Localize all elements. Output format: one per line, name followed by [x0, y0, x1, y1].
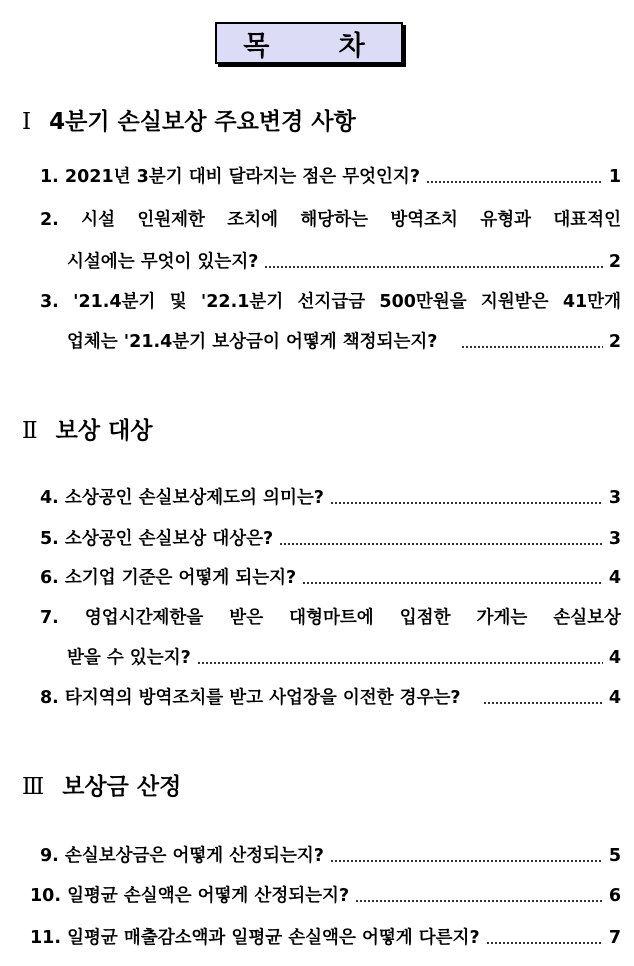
- word: 영업시간제한을: [84, 608, 204, 628]
- dot-leader: [483, 702, 603, 704]
- toc-entry-text: 받을 수 있는지?: [67, 648, 191, 668]
- word: 41만개: [562, 292, 621, 312]
- word: '22.1분기: [200, 292, 284, 312]
- dot-leader: [426, 181, 603, 183]
- page-number: 3: [608, 488, 621, 508]
- toc-entry-text: 8. 타지역의 방역조치를 받고 사업장을 이전한 경우는?: [40, 688, 461, 708]
- toc-entry-3[interactable]: [40, 292, 621, 312]
- dot-leader: [264, 266, 602, 268]
- toc-entry-text: [40, 292, 621, 312]
- toc-entry-text: 11. 일평균 매출감소액과 일평균 손실액은 어떻게 다른지?: [30, 928, 480, 948]
- dot-leader: [330, 502, 603, 504]
- word: 대표적인: [553, 210, 621, 230]
- toc-entry-text: [40, 608, 621, 628]
- word: 인원제한: [137, 210, 205, 230]
- page-number: 4: [608, 568, 621, 588]
- page-number: 5: [608, 846, 621, 866]
- section-heading-3: [22, 768, 181, 801]
- page-number: 2: [608, 332, 621, 352]
- word: 3.: [40, 292, 59, 312]
- word: 및: [169, 292, 187, 312]
- page-number: 4: [608, 688, 621, 708]
- toc-entry-8[interactable]: [40, 688, 621, 708]
- dot-leader: [302, 582, 603, 584]
- toc-entry-text: 업체는 '21.4분기 보상금이 어떻게 책정되는지?: [67, 332, 438, 352]
- word: 가게는: [476, 608, 528, 628]
- page-number: 4: [608, 648, 621, 668]
- word: 시설: [81, 210, 115, 230]
- toc-entry-10[interactable]: [30, 886, 621, 906]
- page-number: 6: [608, 886, 621, 906]
- toc-entry-11[interactable]: [30, 928, 621, 948]
- word: 지원받은: [480, 292, 549, 312]
- toc-title: 목 차: [215, 22, 403, 64]
- section-title: 보상 대상: [55, 418, 153, 444]
- word: 2.: [40, 210, 59, 230]
- toc-entry-7-continued[interactable]: [67, 648, 621, 668]
- word: '21.4분기: [73, 292, 156, 312]
- page-number: 1: [608, 167, 621, 187]
- dot-leader: [279, 543, 603, 545]
- word: 입점한: [399, 608, 451, 628]
- dot-leader: [461, 346, 602, 348]
- toc-entry-text: 10. 일평균 손실액은 어떻게 산정되는지?: [30, 886, 350, 906]
- dot-leader: [330, 860, 603, 862]
- toc-entry-text: 1. 2021년 3분기 대비 달라지는 점은 무엇인지?: [40, 167, 420, 187]
- page-number: 3: [608, 529, 621, 549]
- word: 유형과: [480, 210, 532, 230]
- toc-entry-text: 5. 소상공인 손실보상 대상은?: [40, 529, 274, 549]
- section-numeral: Ⅰ: [22, 109, 32, 135]
- page-number: 2: [608, 252, 621, 272]
- toc-entry-4[interactable]: [40, 488, 621, 508]
- section-heading-2: [22, 412, 153, 445]
- toc-entry-2[interactable]: [40, 210, 621, 230]
- toc-entry-text: [40, 210, 621, 230]
- section-numeral: Ⅱ: [22, 418, 38, 444]
- word: 조치에: [227, 210, 279, 230]
- word: 500만원을: [379, 292, 467, 312]
- section-title: 보상금 산정: [62, 774, 182, 800]
- toc-entry-9[interactable]: [40, 846, 621, 866]
- toc-entry-text: 6. 소기업 기준은 어떻게 되는지?: [40, 568, 297, 588]
- toc-entry-2-continued[interactable]: [67, 252, 621, 272]
- section-numeral: Ⅲ: [22, 774, 45, 800]
- word: 해당하는: [300, 210, 368, 230]
- word: 7.: [40, 608, 59, 628]
- dot-leader: [197, 662, 603, 664]
- section-heading-1: [22, 103, 356, 136]
- toc-entry-7[interactable]: [40, 608, 621, 628]
- dot-leader: [486, 942, 603, 944]
- word: 손실보상: [553, 608, 621, 628]
- toc-entry-6[interactable]: [40, 568, 621, 588]
- toc-entry-text: 9. 손실보상금은 어떻게 산정되는지?: [40, 846, 324, 866]
- word: 대형마트에: [289, 608, 374, 628]
- toc-entry-1[interactable]: [40, 167, 621, 187]
- toc-entry-3-continued[interactable]: [67, 332, 621, 352]
- word: 방역조치: [390, 210, 458, 230]
- page-number: 7: [608, 928, 621, 948]
- word: 받은: [229, 608, 264, 628]
- toc-entry-5[interactable]: [40, 529, 621, 549]
- word: 선지급금: [297, 292, 366, 312]
- toc-entry-text: 4. 소상공인 손실보상제도의 의미는?: [40, 488, 324, 508]
- section-title: 4분기 손실보상 주요변경 사항: [49, 109, 356, 135]
- toc-entry-text: 시설에는 무엇이 있는지?: [67, 252, 259, 272]
- dot-leader: [355, 900, 603, 902]
